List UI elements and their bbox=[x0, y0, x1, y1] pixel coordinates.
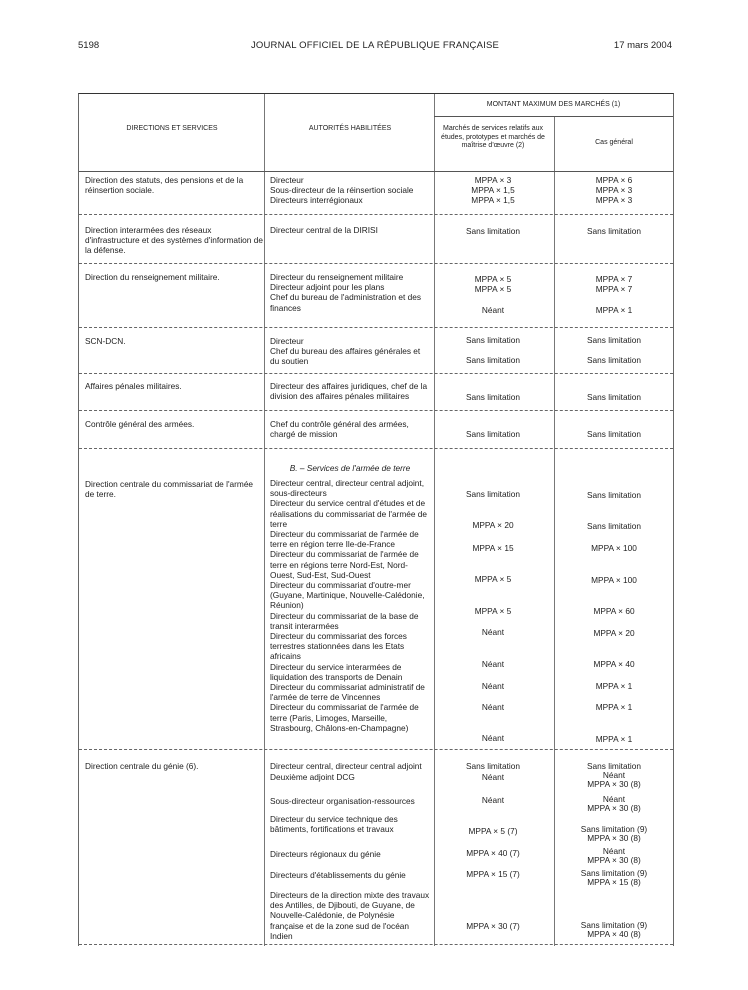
amount-value: Sans limitation bbox=[587, 355, 641, 366]
authority-item: Directeur du service central d'études et de réalisations du commissariat de l'armée de terre bbox=[270, 498, 427, 529]
authority-item: Directeur du commissariat de l'armée de terre (Paris, Limoges, Marseille, Strasbourg, Châlons-en-Champagne) bbox=[270, 702, 419, 733]
amount-value: MPPA × 1 bbox=[595, 734, 633, 744]
amount-value: Sans limitation (9) bbox=[580, 868, 648, 878]
authority-item: Directeur central de la DIRISI bbox=[270, 225, 378, 235]
amount-value: Sans limitation bbox=[466, 429, 520, 439]
amount-value: Sans limitation bbox=[587, 490, 641, 500]
authority-item: Chef du contrôle général des armées, chargé de mission bbox=[270, 419, 409, 440]
amount-value: MPPA × 60 bbox=[593, 606, 635, 616]
amount-value: MPPA × 15 (8) bbox=[587, 877, 641, 887]
amount-value: Néant bbox=[481, 795, 505, 805]
amount-general bbox=[555, 825, 673, 843]
amount-value: Néant bbox=[481, 681, 505, 691]
amount-value: MPPA × 1 bbox=[595, 702, 633, 712]
amount-value: Néant bbox=[602, 794, 626, 804]
amount-etudes bbox=[434, 335, 552, 365]
amount-value: Néant bbox=[481, 702, 505, 712]
authority-item: Directeur central, directeur central adjoint bbox=[270, 761, 422, 771]
direction-renseignement: Direction du renseignement militaire. bbox=[85, 272, 220, 282]
amount-general bbox=[555, 847, 673, 865]
direction-dirisi: Direction interarmées des réseaux d'infrastructure et des systèmes d'information de la défense. bbox=[85, 225, 263, 256]
amount-value: MPPA × 40 (8) bbox=[587, 929, 641, 939]
journal-title: JOURNAL OFFICIEL DE LA RÉPUBLIQUE FRANÇAISE bbox=[250, 40, 500, 51]
amount-value: MPPA × 5 bbox=[474, 274, 512, 284]
amount-value: MPPA × 3 bbox=[595, 195, 633, 206]
amount-etudes bbox=[434, 175, 552, 206]
header-divider bbox=[434, 116, 673, 117]
amount-value: MPPA × 100 bbox=[591, 543, 637, 553]
authority-item: Directeur du commissariat de l'armée de terre en région terre Ile-de-France bbox=[270, 529, 419, 550]
authority-item: Directeur bbox=[270, 336, 304, 346]
amount-value: Néant bbox=[481, 772, 505, 782]
amount-value: MPPA × 5 (7) bbox=[468, 826, 518, 836]
amount-value: Sans limitation bbox=[587, 335, 641, 345]
amount-value: MPPA × 30 (8) bbox=[587, 779, 641, 789]
row-divider bbox=[79, 171, 673, 172]
amount-value: Sans limitation bbox=[466, 335, 520, 345]
row-divider bbox=[79, 448, 673, 449]
direction-commissariat-terre: Direction centrale du commissariat de l'armée de terre. bbox=[85, 479, 254, 500]
amount-general bbox=[555, 274, 673, 316]
authority-list bbox=[270, 272, 430, 313]
authority-item: Chef du bureau de l'administration et des finances bbox=[270, 292, 422, 313]
authority-item: Directeur du commissariat d'outre-mer (Guyane, Martinique, Nouvelle-Calédonie, Réunion) bbox=[270, 580, 425, 611]
amount-value: Néant bbox=[481, 733, 505, 743]
authority-item: Directeur du commissariat de la base de transit interarmées bbox=[270, 610, 419, 631]
amount-general bbox=[555, 771, 673, 789]
header-etudes: Marchés de services relatifs aux études, prototypes et marchés de maîtrise d'œuvre (2) bbox=[441, 125, 545, 149]
amount-value: MPPA × 1 bbox=[595, 681, 633, 691]
amount-value: Sans limitation bbox=[466, 226, 520, 236]
amount-value: Sans limitation bbox=[466, 392, 520, 402]
amount-general bbox=[555, 335, 673, 365]
row-divider bbox=[79, 410, 673, 411]
amount-value: Sans limitation bbox=[587, 429, 641, 439]
authority-item: Directeur du commissariat des forces terrestres stationnées dans les Etats africains bbox=[270, 631, 407, 662]
authority-item: Sous-directeur organisation-ressources bbox=[270, 796, 415, 806]
authority-item: Directeurs interrégionaux bbox=[270, 195, 363, 206]
authority-item: Deuxième adjoint DCG bbox=[270, 772, 355, 782]
page-header bbox=[78, 40, 672, 54]
amount-value: Néant bbox=[481, 659, 505, 669]
row-divider bbox=[79, 373, 673, 374]
markets-table bbox=[78, 93, 674, 946]
authority-item: Directeur des affaires juridiques, chef de la division des affaires pénales militaires bbox=[270, 381, 428, 402]
amount-value: MPPA × 100 bbox=[591, 575, 637, 585]
amount-value: Néant bbox=[602, 770, 626, 780]
amount-value: MPPA × 7 bbox=[595, 284, 633, 295]
amount-value: Néant bbox=[602, 846, 626, 856]
authority-list bbox=[270, 336, 430, 367]
direction-controle-general: Contrôle général des armées. bbox=[85, 419, 195, 429]
section-title bbox=[270, 463, 430, 473]
amount-value: MPPA × 15 bbox=[472, 543, 514, 553]
amount-value: MPPA × 7 bbox=[595, 274, 633, 284]
row-divider bbox=[79, 214, 673, 215]
amount-general bbox=[555, 921, 673, 939]
header-autorites: AUTORITÉS HABILITÉES bbox=[308, 125, 392, 132]
amount-value: Sans limitation bbox=[587, 392, 641, 402]
authority-item: Sous-directeur de la réinsertion sociale bbox=[270, 185, 414, 196]
amount-value: MPPA × 5 bbox=[474, 606, 512, 616]
authority-item: Directeur du renseignement militaire bbox=[270, 272, 404, 282]
amount-value: Sans limitation bbox=[587, 521, 641, 531]
amount-value: Sans limitation bbox=[466, 355, 520, 366]
header-montant: MONTANT MAXIMUM DES MARCHÉS (1) bbox=[486, 101, 621, 108]
authority-item: Directeur du commissariat de l'armée de terre en régions terre Nord-Est, Nord-Ouest, Sud-Est, Sud-Ouest bbox=[270, 549, 419, 580]
row-divider bbox=[79, 327, 673, 328]
amount-value: Sans limitation bbox=[466, 489, 520, 499]
amount-value: MPPA × 5 bbox=[474, 574, 512, 584]
amount-value: MPPA × 20 bbox=[472, 520, 514, 530]
amount-value: MPPA × 30 (7) bbox=[466, 921, 520, 931]
row-divider bbox=[79, 263, 673, 264]
amount-value: Sans limitation bbox=[587, 226, 641, 236]
amount-value: MPPA × 40 bbox=[593, 659, 635, 669]
amount-general bbox=[555, 795, 673, 813]
header-directions: DIRECTIONS ET SERVICES bbox=[126, 125, 218, 132]
direction-scn-dcn: SCN-DCN. bbox=[85, 336, 126, 346]
amount-value: Néant bbox=[481, 627, 505, 637]
publication-date: 17 mars 2004 bbox=[613, 40, 672, 51]
amount-value: MPPA × 40 (7) bbox=[466, 848, 520, 858]
authority-item: Directeurs de la direction mixte des travaux des Antilles, de Djibouti, de Guyane, de Nouvelle-Calédonie, de Polynésie française et de la zone sud de l'océan Indien bbox=[270, 890, 430, 941]
amount-value: MPPA × 30 (8) bbox=[587, 803, 641, 813]
authority-item: Directeur bbox=[270, 175, 304, 185]
amount-value: MPPA × 30 (8) bbox=[587, 855, 641, 865]
amount-general bbox=[555, 869, 673, 887]
direction-statuts: Direction des statuts, des pensions et de la réinsertion sociale. bbox=[85, 175, 244, 196]
amount-value: Sans limitation bbox=[466, 761, 520, 771]
amount-value: MPPA × 6 bbox=[595, 175, 633, 185]
amount-value: MPPA × 1,5 bbox=[471, 195, 515, 206]
authority-item: Directeur du service technique des bâtiments, fortifications et travaux bbox=[270, 814, 398, 835]
authority-item: Directeur adjoint pour les plans bbox=[270, 282, 385, 293]
amount-value: Néant bbox=[481, 305, 505, 316]
amount-value: MPPA × 15 (7) bbox=[466, 869, 520, 879]
authority-item: Directeur du commissariat administratif de l'armée de terre de Vincennes bbox=[270, 682, 425, 703]
authority-list bbox=[270, 175, 430, 206]
amount-general bbox=[555, 175, 673, 206]
authority-item: Chef du bureau des affaires générales et du soutien bbox=[270, 346, 421, 367]
authority-item: Directeurs régionaux du génie bbox=[270, 849, 381, 859]
amount-value: MPPA × 30 (8) bbox=[587, 833, 641, 843]
authority-list bbox=[270, 478, 430, 733]
amount-value: MPPA × 1 bbox=[595, 305, 633, 316]
authority-item: Directeurs d'établissements du génie bbox=[270, 870, 406, 880]
amount-value: MPPA × 20 bbox=[593, 628, 635, 638]
col-divider bbox=[264, 94, 265, 946]
amount-value: MPPA × 1,5 bbox=[471, 185, 515, 196]
page-number: 5198 bbox=[78, 40, 100, 51]
amount-value: Sans limitation bbox=[587, 761, 641, 771]
amount-value: MPPA × 5 bbox=[474, 284, 512, 295]
amount-value: MPPA × 3 bbox=[595, 185, 633, 196]
amount-value: MPPA × 3 bbox=[474, 175, 512, 185]
row-divider bbox=[79, 749, 673, 750]
amount-value: Sans limitation (9) bbox=[580, 824, 648, 834]
authority-item: Directeur du service interarmées de liquidation des transports de Denain bbox=[270, 661, 403, 682]
section-heading: B. – Services de l'armée de terre bbox=[289, 463, 411, 473]
direction-genie: Direction centrale du génie (6). bbox=[85, 761, 199, 771]
authority-item: Directeur central, directeur central adjoint, sous-directeurs bbox=[270, 478, 425, 499]
direction-affaires-penales: Affaires pénales militaires. bbox=[85, 381, 182, 391]
header-general: Cas général bbox=[595, 139, 633, 146]
amount-etudes bbox=[434, 274, 552, 316]
row-divider bbox=[79, 944, 673, 945]
amount-value: Sans limitation (9) bbox=[580, 920, 648, 930]
